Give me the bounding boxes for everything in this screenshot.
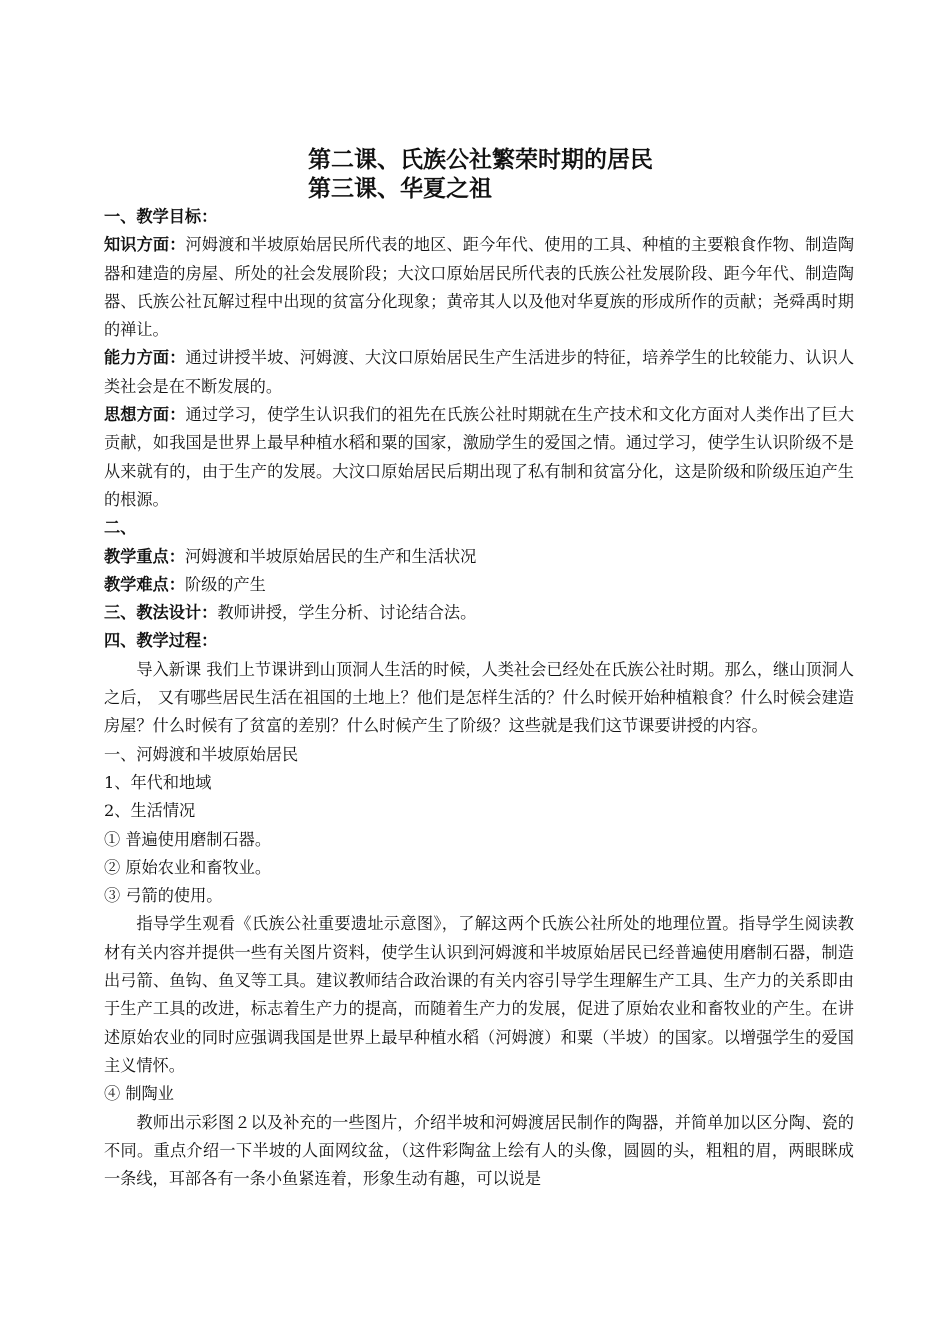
ability-text: 通过讲授半坡、河姆渡、大汶口原始居民生产生活进步的特征，培养学生的比较能力、认识人类社会是在不断发展的。 (104, 348, 855, 396)
sub-item-2: ② 原始农业和畜牧业。 (104, 857, 272, 877)
sub-item-1: ① 普遍使用磨制石器。 (104, 829, 272, 849)
difficulty-text: 阶级的产生 (184, 574, 266, 594)
difficulty-paragraph (104, 571, 854, 599)
sub-item-4: ④ 制陶业 (104, 1084, 174, 1104)
knowledge-paragraph (104, 231, 854, 344)
key-point-paragraph (104, 543, 854, 571)
thought-paragraph (104, 401, 854, 514)
process-heading: 四、教学过程： (104, 631, 218, 651)
section2-heading: 二、 (104, 518, 137, 538)
guide-paragraph: 指导学生观看《氏族公社重要遗址示意图》，了解这两个氏族公社所处的地理位置。指导学生阅读教材有关内容并提供一些有关图片资料，使学生认识到河姆渡和半坡原始居民已经普遍使用磨制石器，制造出弓箭、鱼钩、鱼叉等工具。建议教师结合政治课的有关内容引导学生理解生产工具、生产力的关系即由于生产工具的改进，标志着生产力的提高，而随着生产力的发展，促进了原始农业和畜牧业的产生。在讲述原始农业的同时应强调我国是世界上最早种植水稻（河姆渡）和粟（半坡）的国家。以增强学生的爱国主义情怀。 (104, 914, 854, 1075)
knowledge-text: 河姆渡和半坡原始居民所代表的地区、距今年代、使用的工具、种植的主要粮食作物、制造陶器和建造的房屋、所处的社会发展阶段；大汶口原始居民所代表的氏族公社发展阶段、距今年代、制造陶器、氏族公社瓦解过程中出现的贫富分化现象；黄帝其人以及他对华夏族的形成所作的贡献；尧舜禹时期的禅让。 (104, 235, 855, 340)
goals-heading: 一、教学目标： (104, 207, 218, 226)
difficulty-label: 教学难点： (104, 574, 185, 594)
document-body (104, 203, 854, 1193)
method-label: 三、教法设计： (104, 603, 218, 623)
knowledge-label: 知识方面： (104, 235, 186, 255)
method-text: 教师讲授，学生分析、讨论结合法。 (217, 603, 477, 623)
method-paragraph (104, 599, 854, 627)
sub-item-3: ③ 弓箭的使用。 (104, 886, 223, 906)
intro-paragraph: 导入新课 我们上节课讲到山顶洞人生活的时候，人类社会已经处在氏族公社时期。那么，继山顶洞人之后， 又有哪些居民生活在祖国的土地上？他们是怎样生活的？什么时候开始种植粮食？什么时候会建造房屋？什么时候有了贫富的差别？什么时候产生了阶级？这些就是我们这节课要讲授的内容。 (104, 659, 854, 736)
pottery-paragraph: 教师出示彩图２以及补充的一些图片，介绍半坡和河姆渡居民制作的陶器，并简单加以区分陶、瓷的不同。重点介绍一下半坡的人面网纹盆，（这件彩陶盆上绘有人的头像，圆圆的头，粗粗的眉，两眼眯成一条线，耳部各有一条小鱼紧连着，形象生动有趣，可以说是 (104, 1112, 854, 1189)
thought-label: 思想方面： (104, 405, 186, 425)
ability-label: 能力方面： (104, 348, 186, 368)
key-point-text: 河姆渡和半坡原始居民的生产和生活状况 (184, 546, 477, 566)
lesson-title-2: 第二课、氏族公社繁荣时期的居民 (308, 147, 653, 173)
list-item-2: 2、生活情况 (104, 801, 196, 821)
ability-paragraph (104, 344, 854, 401)
lesson-title-3: 第三课、华夏之祖 (308, 176, 492, 202)
thought-text: 通过学习，使学生认识我们的祖先在氏族公社时期就在生产技术和文化方面对人类作出了巨大贡献，如我国是世界上最早种植水稻和粟的国家，激励学生的爱国之情。通过学习，使学生认识阶级不是从来就有的，由于生产的发展。大汶口原始居民后期出现了私有制和贫富分化，这是阶级和阶级压迫产生的根源。 (104, 405, 855, 509)
key-point-label: 教学重点： (104, 546, 185, 566)
list-item-1: 1、年代和地域 (104, 772, 212, 792)
part1-heading: 一、河姆渡和半坡原始居民 (104, 744, 299, 764)
